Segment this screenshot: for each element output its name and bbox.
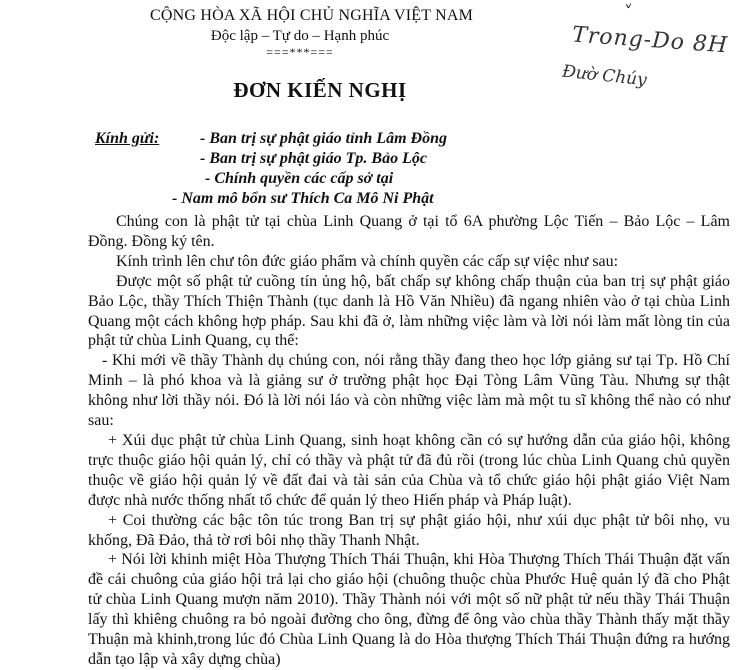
body-paragraph: Được một số phật tử cuồng tín ủng hộ, bất chấp sự không chấp thuận của ban trị sự phật giáo Bảo Lộc, thầy Thích Thiện Thành (tục danh là Hồ Văn Nhiều) đã ngang nhiên vào ở tại chùa Linh Quang một cách không hợp pháp. Sau khi đã ở, làm những việc làm và lời nói làm mất lòng tin của phật tử chùa Linh Quang, cụ thể: xyxy=(88,272,730,350)
national-title: CỘNG HÒA XÃ HỘI CHỦ NGHĨA VIỆT NAM xyxy=(150,7,474,24)
body-paragraph: Chúng con là phật tử tại chùa Linh Quang ở tại tổ 6A phường Lộc Tiến – Bảo Lộc – Lâm Đồng. Đồng ký tên. xyxy=(88,213,730,250)
body-paragraph: + Coi thường các bậc tôn túc trong Ban trị sự phật giáo hội, như xúi dục phật tử bôi nhọ, vu khống, Đã Đảo, thả tờ rơi bôi nhọ thầy Thanh Nhật. xyxy=(88,511,730,549)
body-paragraph: + Nói lời khinh miệt Hòa Thượng Thích Thái Thuận, khi Hòa Thượng Thích Thái Thuận đặt vấn đề cái chuông của giáo hội trả lại cho giáo hội (chuông thuộc chùa Phước Huệ quản lý đã cho Phật tử chùa Linh Quang mượn năm 2010). Thầy Thành nói với một số nữ phật tử nếu thầy Thái Thuận lấy thì khiêng chuông ra bỏ ngoài đường cho ông, đừng để ông vào chùa thầy Thành thấy mặt thầy Thuận mà khinh,trong lúc đó Chùa Linh Quang là do Hòa thượng Thích Thái Thuận đứng ra hướng dẫn tạo lập và xây dựng chùa) xyxy=(88,551,730,668)
recipient-item: - Ban trị sự phật giáo Tp. Bảo Lộc xyxy=(200,150,427,167)
header-separator: ===***=== xyxy=(266,45,334,59)
document-body xyxy=(88,212,730,670)
body-paragraph: + Xúi dục phật tử chùa Linh Quang, sinh hoạt không cần có sự hướng dẫn của giáo hội, không trực thuộc giáo hội quản lý, chỉ có thầy và phật tử đã đủ rồi (trong lúc chùa Linh Quang chủ quyền thuộc về giáo hội quản lý về đất đai và tài sản của Chùa và tổ chức giáo hội phật giáo Việt Nam được nhà nước thống nhất tổ chức để quản lý theo Hiến pháp và Pháp luật). xyxy=(88,431,730,509)
recipient-item: - Chính quyền các cấp sở tại xyxy=(205,170,394,187)
handwritten-mark: ˅ xyxy=(623,1,636,24)
handwritten-note-line1: Trong-Do 8H xyxy=(571,22,729,59)
document-title: ĐƠN KIẾN NGHỊ xyxy=(233,78,407,102)
national-motto: Độc lập – Tự do – Hạnh phúc xyxy=(210,28,390,44)
recipient-item: - Nam mô bổn sư Thích Ca Mô Ni Phật xyxy=(172,190,434,207)
handwritten-note-line2: Đườ Chúy xyxy=(561,61,648,91)
body-paragraph: Kính trình lên chư tôn đức giáo phẩm và chính quyền các cấp sự việc như sau: xyxy=(116,252,619,270)
recipients-label: Kính gửi: xyxy=(95,130,160,147)
recipient-item: - Ban trị sự phật giáo tỉnh Lâm Đồng xyxy=(200,130,447,147)
body-paragraph: - Khi mới về thầy Thành dụ chúng con, nói rằng thầy đang theo học lớp giảng sư tại Tp. Hồ Chí Minh – là phó khoa và là giảng sư ở trường phật học Đại Tòng Lâm Vũng Tàu. Nhưng sự thật không như lời thầy nói. Đó là lời nói láo và còn những việc làm mà một tu sĩ không thể nào có như sau: xyxy=(88,352,730,430)
